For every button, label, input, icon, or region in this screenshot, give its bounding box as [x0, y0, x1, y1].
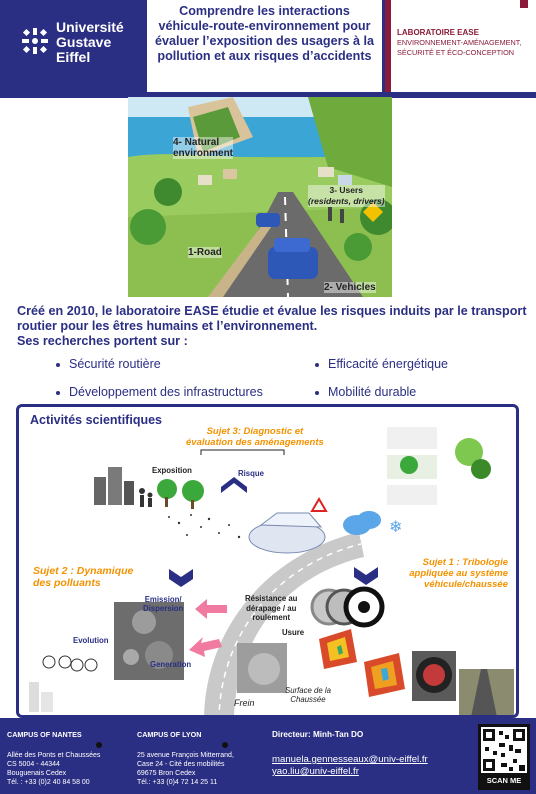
lab-name: LABORATOIRE EASE	[397, 28, 479, 37]
qr-code-icon	[481, 727, 527, 773]
footer	[0, 718, 536, 794]
university-logo-block	[0, 0, 144, 92]
lab-block	[385, 0, 536, 92]
risque-label: Risque	[238, 469, 264, 478]
bullet-item: Efficacité énergétique	[315, 357, 448, 371]
exposition-label: Exposition	[152, 466, 192, 475]
poster-title: Comprendre les interactions véhicule-route-environnement pour évaluer l’exposition des usagers à la pollution et aux risques d’accidents	[144, 0, 385, 92]
resistance-label: Résistance au dérapage / au roulement	[245, 594, 298, 622]
activities-title: Activités scientifiques	[30, 413, 162, 427]
lab-corner-square	[520, 0, 528, 8]
surface-label: Surface de la Chaussée	[285, 686, 331, 704]
bullet-item: Développement des infrastructures	[56, 385, 263, 399]
intro-text: Créé en 2010, le laboratoire EASE étudie et évalue les risques induits par le transport routier pour les êtres humains et l’environnement.	[17, 304, 527, 333]
svg-text:❄: ❄	[389, 519, 403, 536]
university-logo-icon	[22, 28, 48, 54]
campus-nantes-title: CAMPUS OF NANTES	[7, 730, 82, 739]
scan-me-label: SCAN ME	[486, 776, 522, 785]
campus-lyon-title: CAMPUS OF LYON	[137, 730, 202, 739]
intro-section	[17, 304, 527, 349]
qr-code-block[interactable]	[478, 724, 530, 790]
campus-lyon-address: 25 avenue François Mitterrand, Case 24 - Cité des mobilités 69675 Bron Cedex Tél.: +33 (0)4 72 14 25 11	[137, 752, 234, 786]
usure-label: Usure	[282, 628, 305, 637]
sujet1-label: Sujet 1 : Tribologie appliquée au système véhicule/chaussée	[409, 557, 508, 590]
bullet-item: Sécurité routière	[56, 357, 161, 371]
location-pin-icon	[222, 742, 228, 748]
director: Directeur: Minh-Tan DO	[272, 730, 364, 739]
evolution-label: Evolution	[73, 636, 109, 645]
campus-nantes-address: Allée des Ponts et Chaussées CS 5004 - 44344 Bouguenais Cedex Tél. : +33 (0)2 40 84 58 00	[7, 752, 101, 786]
intro-lead: Ses recherches portent sur :	[17, 334, 188, 348]
label-vehicles: 2- Vehicles	[324, 282, 376, 293]
label-natural-environment: 4- Natural environment	[173, 137, 234, 159]
sujet2-label: Sujet 2 : Dynamique des polluants	[33, 565, 134, 589]
sujet3-label: Sujet 3: Diagnostic et évaluation des aménagements	[186, 426, 324, 448]
university-name: Université Gustave Eiffel	[56, 19, 124, 65]
label-road: 1-Road	[188, 247, 222, 258]
frein-label: Frein	[234, 698, 255, 708]
lab-description: ENVIRONNEMENT-AMÉNAGEMENT, SÉCURITÉ ET ÉCO-CONCEPTION	[397, 38, 522, 57]
location-pin-icon	[96, 742, 102, 748]
label-users: 3- Users (residents, drivers)	[308, 185, 385, 206]
generation-label: Generation	[150, 660, 192, 669]
road-environment-illustration	[128, 97, 392, 297]
email-link[interactable]: yao.liu@univ-eiffel.fr	[272, 766, 359, 777]
emission-label: Emission/ Dispersion	[143, 595, 184, 613]
email-link[interactable]: manuela.gennesseaux@univ-eiffel.fr	[272, 754, 428, 765]
bullet-item: Mobilité durable	[315, 385, 416, 399]
lab-accent-bar	[385, 0, 391, 92]
